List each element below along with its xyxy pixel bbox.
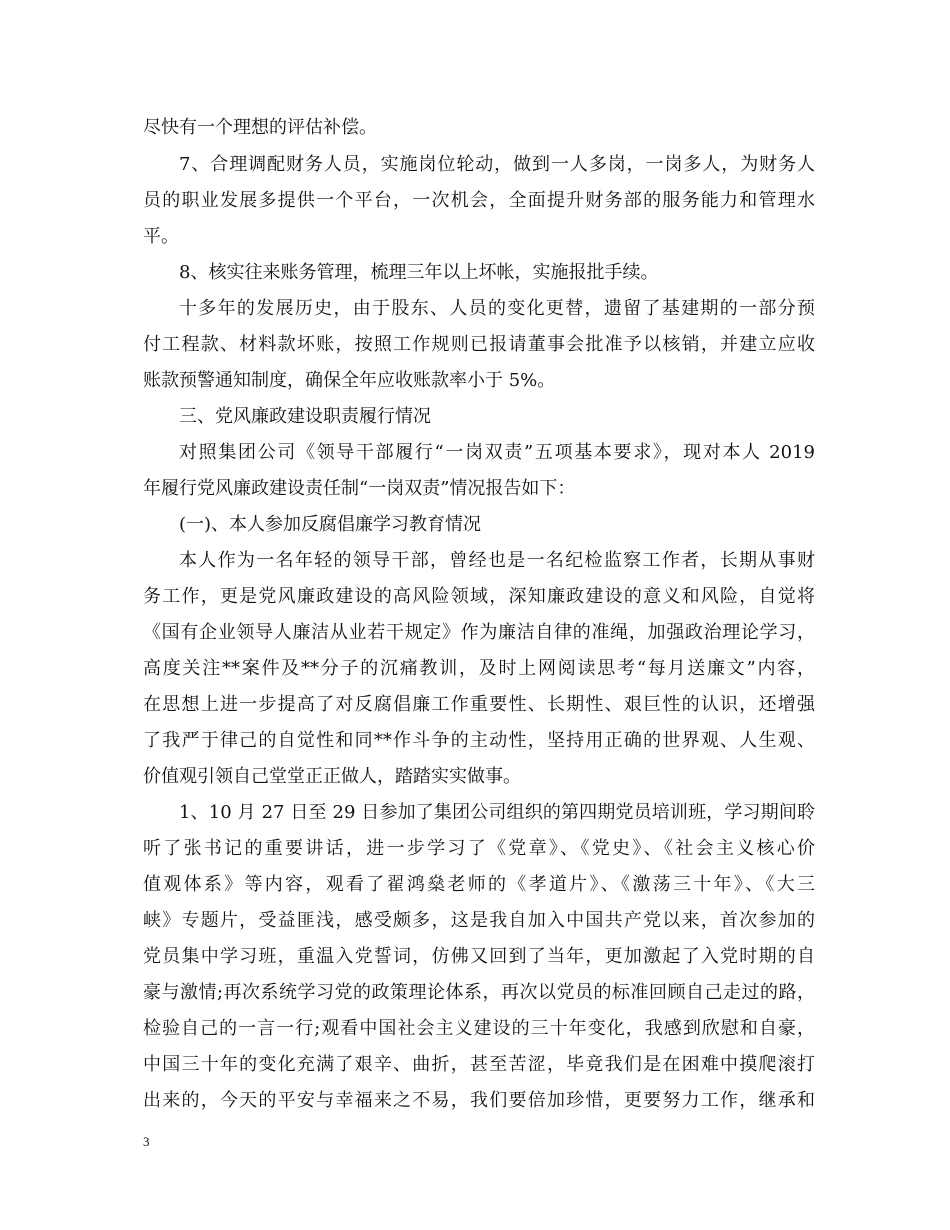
text-line: 了我严于律己的自觉性和同**作斗争的主动性，坚持用正确的世界观、人生观、 bbox=[143, 730, 815, 751]
text-line: 付工程款、材料款坏账，按照工作规则已报请董事会批准予以核销，并建立应收 bbox=[143, 334, 815, 355]
text-line: 账款预警通知制度，确保全年应收账款率小于 5%。 bbox=[143, 370, 556, 391]
text-line: 员的职业发展多提供一个平台，一次机会，全面提升财务部的服务能力和管理水 bbox=[143, 190, 815, 211]
text-line: 值观体系》等内容，观看了翟鸿燊老师的《孝道片》、《激荡三十年》、《大三 bbox=[143, 874, 815, 895]
text-line: 务工作，更是党风廉政建设的高风险领域，深知廉政建设的意义和风险，自觉将 bbox=[143, 586, 815, 607]
text-line: 中国三十年的变化充满了艰辛、曲折，甚至苦涩，毕竟我们是在困难中摸爬滚打 bbox=[143, 1054, 815, 1075]
text-line: 年履行党风廉政建设责任制“一岗双责”情况报告如下： bbox=[143, 478, 576, 499]
text-line: 十多年的发展历史，由于股东、人员的变化更替，遗留了基建期的一部分预 bbox=[179, 298, 815, 319]
subsection-heading: (一)、本人参加反腐倡廉学习教育情况 bbox=[179, 514, 482, 535]
text-line: 1、10 月 27 日至 29 日参加了集团公司组织的第四期党员培训班，学习期间聆 bbox=[179, 802, 815, 823]
text-line: 豪与激情;再次系统学习党的政策理论体系，再次以党员的标准回顾自己走过的路， bbox=[143, 982, 815, 1003]
text-line: 尽快有一个理想的评估补偿。 bbox=[143, 117, 377, 138]
page-number: 3 bbox=[143, 1134, 150, 1149]
text-line: 检验自己的一言一行;观看中国社会主义建设的三十年变化，我感到欣慰和自豪， bbox=[143, 1018, 815, 1039]
text-line: 本人作为一名年轻的领导干部，曾经也是一名纪检监察工作者，长期从事财 bbox=[179, 550, 815, 571]
text-line: 党员集中学习班，重温入党誓词，仿佛又回到了当年，更加激起了入党时期的自 bbox=[143, 946, 815, 967]
text-line: 《国有企业领导人廉洁从业若干规定》作为廉洁自律的准绳，加强政治理论学习， bbox=[143, 622, 815, 643]
section-heading: 三、党风廉政建设职责履行情况 bbox=[179, 406, 431, 427]
text-line: 7、合理调配财务人员，实施岗位轮动，做到一人多岗，一岗多人，为财务人 bbox=[179, 154, 815, 175]
text-line: 8、核实往来账务管理，梳理三年以上坏帐，实施报批手续。 bbox=[179, 262, 659, 283]
text-line: 平。 bbox=[143, 226, 179, 247]
text-line: 峡》专题片，受益匪浅，感受颇多，这是我自加入中国共产党以来，首次参加的 bbox=[143, 910, 815, 931]
text-line: 出来的，今天的平安与幸福来之不易，我们要倍加珍惜，更要努力工作，继承和 bbox=[143, 1090, 815, 1111]
text-line: 高度关注**案件及**分子的沉痛教训，及时上网阅读思考“每月送廉文”内容， bbox=[143, 658, 815, 679]
text-line: 在思想上进一步提高了对反腐倡廉工作重要性、长期性、艰巨性的认识，还增强 bbox=[143, 694, 815, 715]
text-line: 对照集团公司《领导干部履行“一岗双责”五项基本要求》，现对本人 2019 bbox=[179, 442, 815, 463]
text-line: 听了张书记的重要讲话，进一步学习了《党章》、《党史》、《社会主义核心价 bbox=[143, 838, 815, 859]
text-line: 价值观引领自己堂堂正正做人，踏踏实实做事。 bbox=[143, 766, 521, 787]
